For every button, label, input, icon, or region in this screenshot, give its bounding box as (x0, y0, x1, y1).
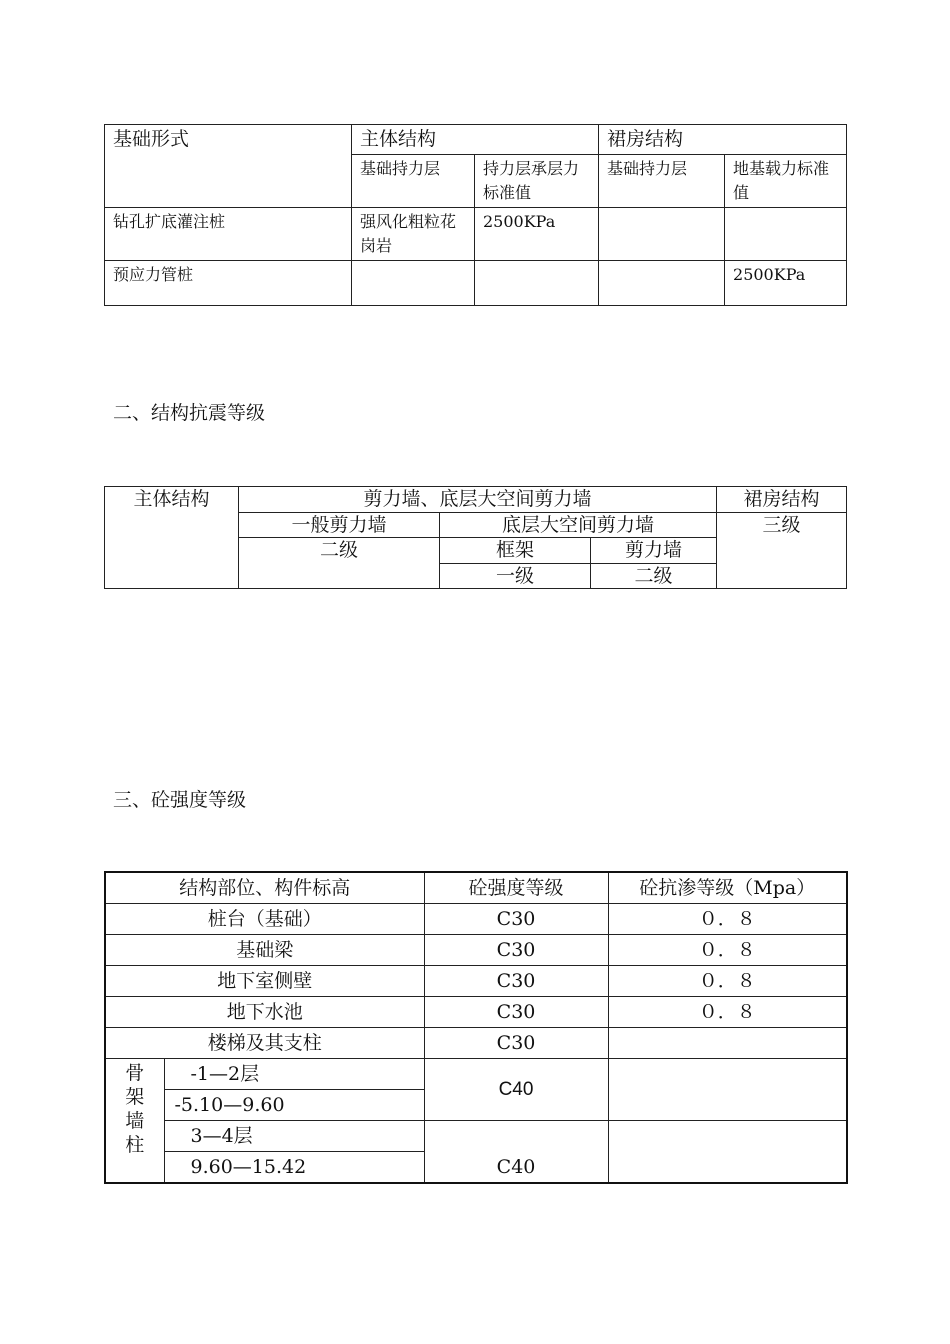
cell-layer2 (599, 261, 725, 306)
cell-layer1 (352, 261, 475, 306)
subheader-bearing-layer-1: 基础持力层 (352, 155, 475, 208)
cell-impermeability: ０．８ (608, 904, 847, 935)
table-row (105, 966, 847, 997)
cell-cap1: 2500KPa (475, 208, 599, 261)
shear-wall-label: 剪力墙 (591, 538, 717, 564)
floor-range-1: -1—2层 (164, 1059, 424, 1090)
cell-form: 预应力管桩 (105, 261, 352, 306)
cell-layer2 (599, 208, 725, 261)
concrete-strength-table (104, 871, 848, 1184)
subheader-bearing-capacity-2: 地基载力标准值 (725, 155, 847, 208)
header-part: 结构部位、构件标高 (105, 872, 424, 904)
podium-grade: 三级 (717, 513, 847, 589)
section2-title: 二、结构抗震等级 (113, 402, 266, 424)
bottom-space-shear-wall-label: 底层大空间剪力墙 (440, 513, 717, 538)
cell-part: 楼梯及其支柱 (105, 1028, 424, 1059)
section3-title: 三、砼强度等级 (113, 789, 247, 811)
strength-c40-1: C40 (424, 1059, 608, 1121)
main-structure-label: 主体结构 (105, 487, 239, 589)
impermeability-empty-1 (608, 1059, 847, 1121)
table-row (105, 904, 847, 935)
cell-strength: C30 (424, 966, 608, 997)
cell-strength: C30 (424, 904, 608, 935)
cell-part: 基础梁 (105, 935, 424, 966)
cell-strength: C30 (424, 935, 608, 966)
cell-layer1: 强风化粗粒花岗岩 (352, 208, 475, 261)
cell-form: 钻孔扩底灌注桩 (105, 208, 352, 261)
cell-cap2 (725, 208, 847, 261)
cell-strength: C30 (424, 1028, 608, 1059)
cell-part: 桩台（基础） (105, 904, 424, 935)
cell-impermeability (608, 1028, 847, 1059)
table-row (105, 208, 847, 261)
table-row (105, 997, 847, 1028)
cell-impermeability: ０．８ (608, 997, 847, 1028)
elevation-range-2: 9.60—15.42 (164, 1152, 424, 1184)
frame-label: 框架 (440, 538, 591, 564)
cell-cap1 (475, 261, 599, 306)
header-foundation-form: 基础形式 (105, 125, 352, 208)
header-podium-structure: 裙房结构 (599, 125, 847, 155)
header-strength: 砼强度等级 (424, 872, 608, 904)
frame-wall-column-text: 骨架墙柱 (125, 1062, 145, 1156)
cell-cap2: 2500KPa (725, 261, 847, 306)
shear-wall-grade: 二级 (591, 564, 717, 589)
table-row (105, 1028, 847, 1059)
header-impermeability: 砼抗渗等级（Mpa） (608, 872, 847, 904)
shear-wall-header: 剪力墙、底层大空间剪力墙 (239, 487, 717, 513)
frame-grade: 一级 (440, 564, 591, 589)
floor-range-2: 3—4层 (164, 1121, 424, 1152)
seismic-grade-table (104, 486, 847, 589)
subheader-bearing-capacity-1: 持力层承层力标准值 (475, 155, 599, 208)
cell-impermeability: ０．８ (608, 966, 847, 997)
frame-wall-column-label (105, 1059, 164, 1184)
cell-impermeability: ０．８ (608, 935, 847, 966)
general-grade: 二级 (239, 538, 440, 589)
cell-part: 地下室侧壁 (105, 966, 424, 997)
subheader-bearing-layer-2: 基础持力层 (599, 155, 725, 208)
table-row (105, 935, 847, 966)
impermeability-empty-2 (608, 1121, 847, 1184)
table-row (105, 261, 847, 306)
podium-header: 裙房结构 (717, 487, 847, 513)
foundation-table (104, 124, 847, 306)
cell-strength: C30 (424, 997, 608, 1028)
header-main-structure: 主体结构 (352, 125, 599, 155)
elevation-range-1: -5.10—9.60 (164, 1090, 424, 1121)
cell-part: 地下水池 (105, 997, 424, 1028)
general-shear-wall-label: 一般剪力墙 (239, 513, 440, 538)
strength-c40-2: C40 (424, 1121, 608, 1184)
